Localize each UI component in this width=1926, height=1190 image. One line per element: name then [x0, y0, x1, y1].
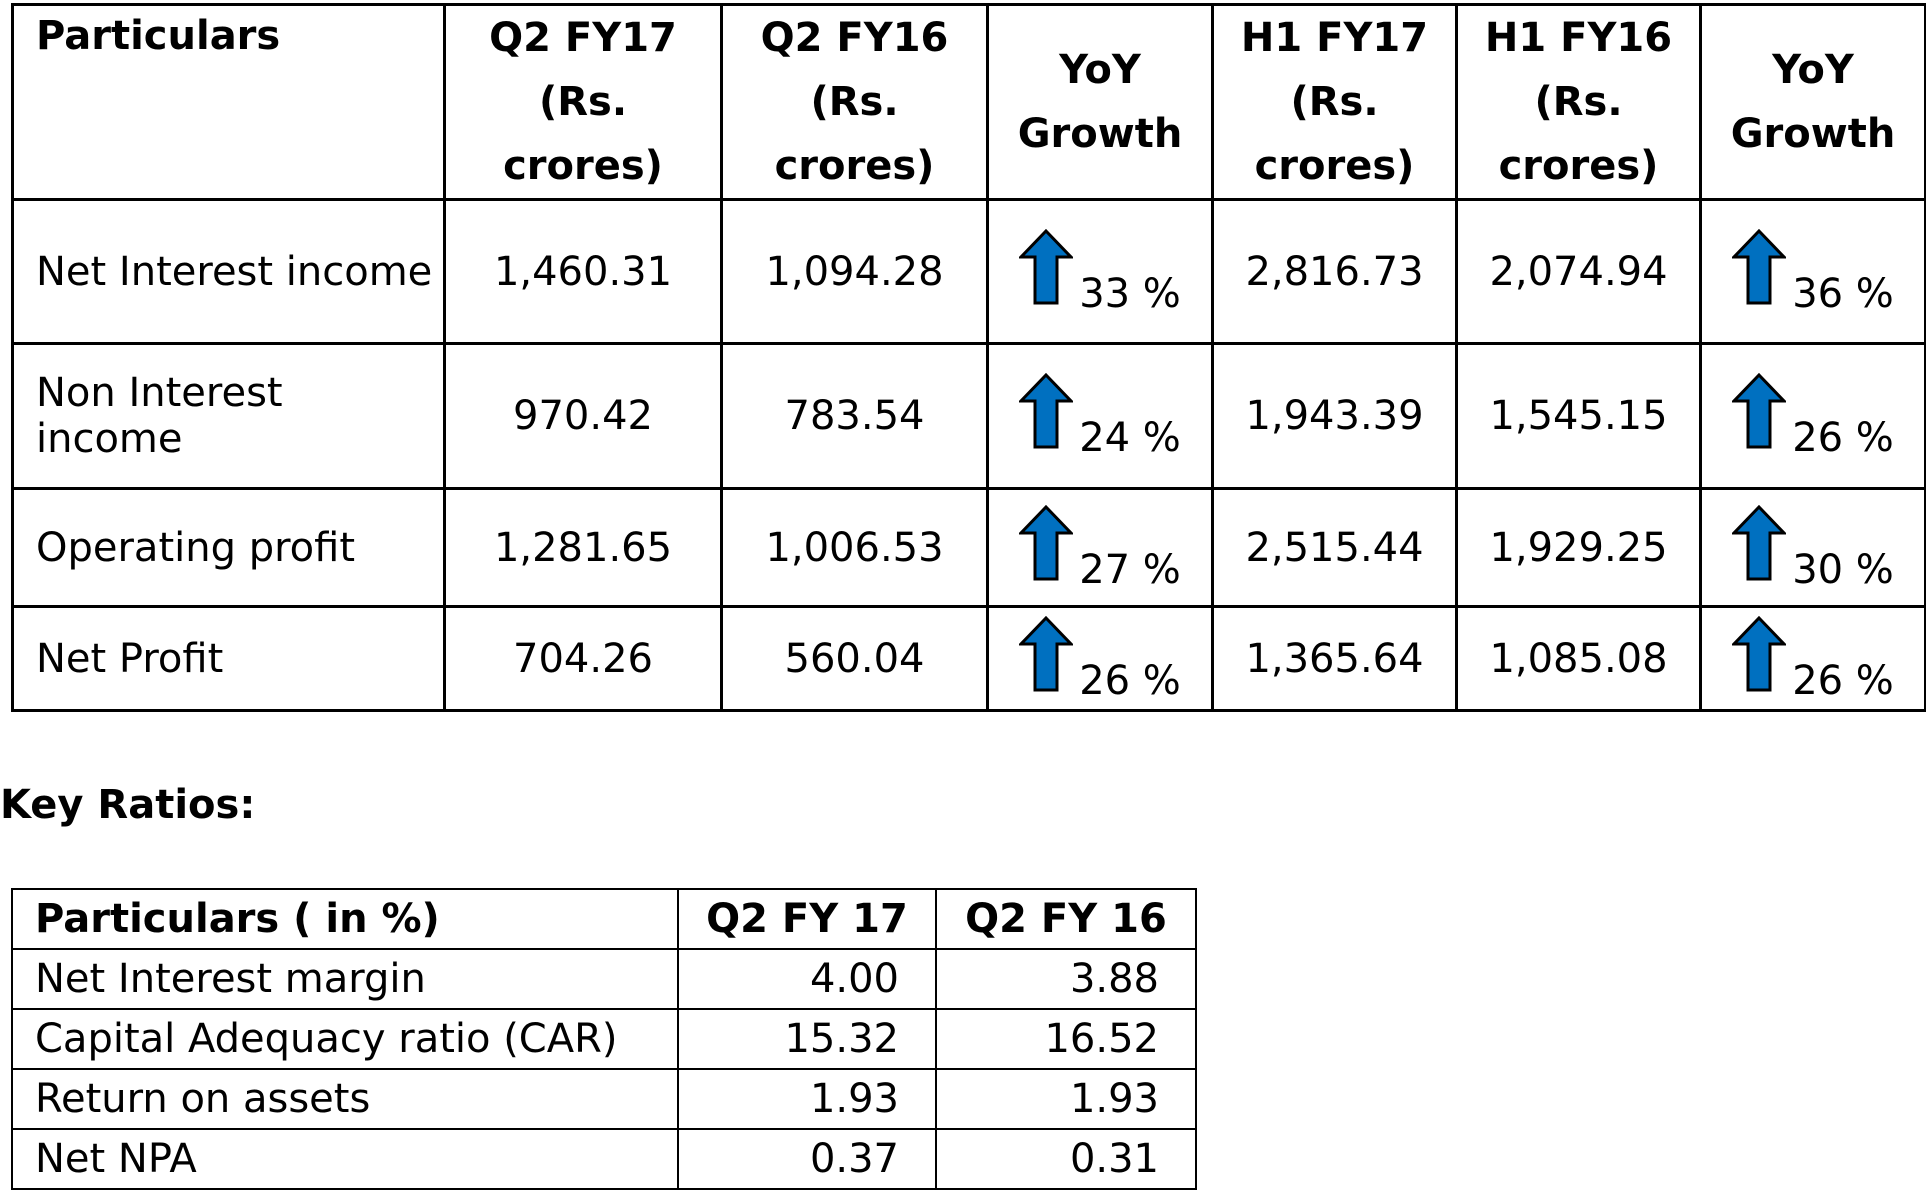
q-growth-cell [988, 344, 1213, 489]
q-growth-cell [988, 200, 1213, 344]
up-arrow-icon [1019, 373, 1073, 449]
row-label: Operating profit [13, 489, 445, 607]
header-h1fy17: H1 FY17 (Rs. crores) [1213, 5, 1457, 200]
key-ratios-heading: Key Ratios: [0, 782, 256, 828]
q2fy17-value: 4.00 [678, 949, 936, 1009]
h1fy17-value: 2,515.44 [1213, 489, 1457, 607]
up-arrow-icon [1732, 229, 1786, 305]
h-growth-value: 36 % [1792, 270, 1894, 317]
q-growth-value: 26 % [1079, 657, 1181, 704]
up-arrow-icon [1732, 373, 1786, 449]
up-arrow-icon [1732, 616, 1786, 692]
q2fy17-value: 15.32 [678, 1009, 936, 1069]
table-row [13, 489, 1926, 607]
financial-results-table [11, 3, 1926, 712]
q2fy16-value: 1,094.28 [722, 200, 988, 344]
q-growth-cell [988, 489, 1213, 607]
q2fy16-value: 0.31 [936, 1129, 1196, 1189]
q-growth-value: 33 % [1079, 270, 1181, 317]
row-label: Net Profit [13, 607, 445, 711]
ratio-label: Capital Adequacy ratio (CAR) [12, 1009, 678, 1069]
row-label: Non Interest income [13, 344, 445, 489]
q2fy17-value: 1,460.31 [445, 200, 722, 344]
header-particulars-pct: Particulars ( in %) [12, 889, 678, 949]
header-h1fy16: H1 FY16 (Rs. crores) [1457, 5, 1701, 200]
ratio-label: Net Interest margin [12, 949, 678, 1009]
header-particulars: Particulars [13, 5, 445, 200]
up-arrow-icon [1019, 616, 1073, 692]
header-q2fy16: Q2 FY 16 [936, 889, 1196, 949]
q2fy16-value: 783.54 [722, 344, 988, 489]
h-growth-value: 26 % [1792, 415, 1894, 461]
h1fy17-value: 2,816.73 [1213, 200, 1457, 344]
table-row [13, 200, 1926, 344]
h-growth-value: 30 % [1792, 546, 1894, 593]
up-arrow-icon [1732, 505, 1786, 581]
h-growth-value: 26 % [1792, 657, 1894, 704]
header-q2fy17: Q2 FY 17 [678, 889, 936, 949]
key-ratios-table [11, 888, 1197, 1190]
q2fy16-value: 1.93 [936, 1069, 1196, 1129]
table-row [12, 949, 1196, 1009]
q2fy17-value: 0.37 [678, 1129, 936, 1189]
q-growth-cell [988, 607, 1213, 711]
h-growth-cell [1701, 344, 1926, 489]
table-row [12, 1129, 1196, 1189]
table-row [12, 1069, 1196, 1129]
q2fy16-value: 3.88 [936, 949, 1196, 1009]
h1fy16-value: 2,074.94 [1457, 200, 1701, 344]
h1fy16-value: 1,085.08 [1457, 607, 1701, 711]
h1fy17-value: 1,943.39 [1213, 344, 1457, 489]
q2fy17-value: 704.26 [445, 607, 722, 711]
h1fy16-value: 1,545.15 [1457, 344, 1701, 489]
h-growth-cell [1701, 489, 1926, 607]
q2fy16-value: 1,006.53 [722, 489, 988, 607]
header-q-yoy-growth: YoY Growth [988, 5, 1213, 200]
table-row [12, 1009, 1196, 1069]
results-header-row [13, 5, 1926, 200]
header-q2fy16: Q2 FY16 (Rs. crores) [722, 5, 988, 200]
q2fy16-value: 560.04 [722, 607, 988, 711]
q2fy17-value: 970.42 [445, 344, 722, 489]
q-growth-value: 27 % [1079, 546, 1181, 593]
header-h-yoy-growth: YoY Growth [1701, 5, 1926, 200]
q2fy17-value: 1.93 [678, 1069, 936, 1129]
table-row [13, 607, 1926, 711]
h1fy17-value: 1,365.64 [1213, 607, 1457, 711]
ratio-label: Return on assets [12, 1069, 678, 1129]
row-label: Net Interest income [13, 200, 445, 344]
q-growth-value: 24 % [1079, 415, 1181, 461]
q2fy16-value: 16.52 [936, 1009, 1196, 1069]
h-growth-cell [1701, 200, 1926, 344]
h1fy16-value: 1,929.25 [1457, 489, 1701, 607]
ratio-label: Net NPA [12, 1129, 678, 1189]
q2fy17-value: 1,281.65 [445, 489, 722, 607]
table-row [13, 344, 1926, 489]
up-arrow-icon [1019, 229, 1073, 305]
h-growth-cell [1701, 607, 1926, 711]
header-q2fy17: Q2 FY17 (Rs. crores) [445, 5, 722, 200]
up-arrow-icon [1019, 505, 1073, 581]
ratios-header-row [12, 889, 1196, 949]
